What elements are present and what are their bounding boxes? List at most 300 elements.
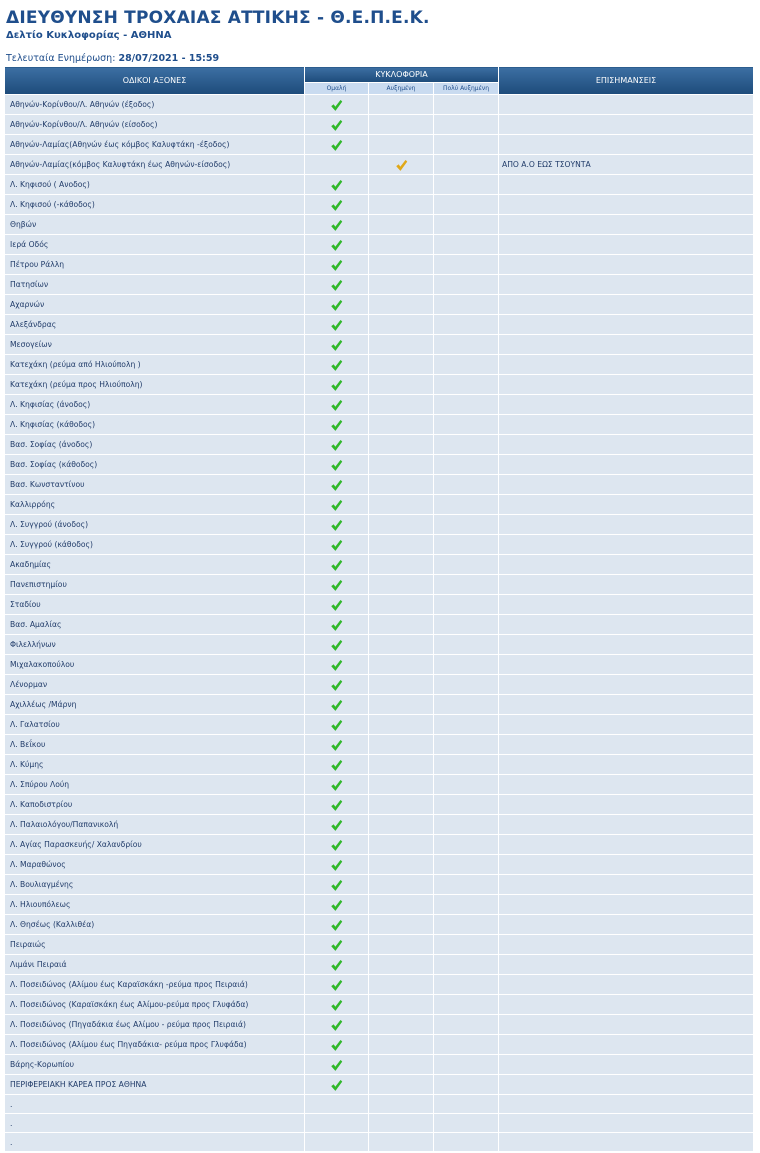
column-header-traffic: ΚΥΚΛΟΦΟΡΙΑ [305,67,499,83]
status-cell-increased [369,455,434,475]
status-cell-very-increased [434,795,499,815]
status-cell-smooth [305,695,369,715]
status-cell-smooth [305,615,369,635]
table-row [5,435,754,455]
checkmark-icon [330,519,343,532]
status-cell-very-increased [434,415,499,435]
status-cell-smooth [305,515,369,535]
status-cell-very-increased [434,175,499,195]
road-name: Μιχαλακοπούλου [5,655,305,675]
status-cell-smooth [305,415,369,435]
status-cell-increased [369,1095,434,1114]
checkmark-icon [330,959,343,972]
status-cell-very-increased [434,1095,499,1114]
status-cell-smooth [305,555,369,575]
status-cell-increased [369,355,434,375]
status-cell-very-increased [434,275,499,295]
status-cell-smooth [305,595,369,615]
status-cell-increased [369,415,434,435]
traffic-rows [5,95,754,1152]
table-row [5,455,754,475]
status-cell-very-increased [434,735,499,755]
note-cell [499,915,754,935]
status-cell-smooth [305,755,369,775]
table-row [5,115,754,135]
table-row [5,955,754,975]
status-cell-increased [369,515,434,535]
note-cell [499,1114,754,1133]
road-name: Λ. Βουλιαγμένης [5,875,305,895]
status-cell-very-increased [434,295,499,315]
note-cell [499,135,754,155]
table-row [5,695,754,715]
status-cell-very-increased [434,255,499,275]
road-name: Λ. Κύμης [5,755,305,775]
status-cell-smooth [305,855,369,875]
checkmark-icon [330,319,343,332]
status-cell-very-increased [434,615,499,635]
status-cell-very-increased [434,135,499,155]
status-cell-smooth [305,655,369,675]
table-row [5,155,754,175]
note-cell [499,95,754,115]
checkmark-icon [330,559,343,572]
status-cell-smooth [305,1133,369,1152]
status-cell-smooth [305,115,369,135]
status-cell-smooth [305,395,369,415]
status-cell-very-increased [434,895,499,915]
road-name: Αχιλλέως /Μάρνη [5,695,305,715]
status-cell-very-increased [434,695,499,715]
status-cell-increased [369,635,434,655]
note-cell [499,555,754,575]
checkmark-icon [330,419,343,432]
note-cell [499,775,754,795]
table-row [5,555,754,575]
checkmark-icon [330,139,343,152]
status-cell-smooth [305,895,369,915]
status-cell-increased [369,535,434,555]
checkmark-icon [330,999,343,1012]
status-cell-smooth [305,915,369,935]
status-cell-very-increased [434,815,499,835]
checkmark-icon [330,719,343,732]
checkmark-icon [330,439,343,452]
checkmark-icon [330,1079,343,1092]
road-name: . [5,1133,305,1152]
table-row [5,975,754,995]
note-cell [499,735,754,755]
road-name: Πανεπιστημίου [5,575,305,595]
status-cell-smooth [305,635,369,655]
table-row [5,1114,754,1133]
status-cell-increased [369,655,434,675]
status-cell-increased [369,375,434,395]
status-cell-increased [369,195,434,215]
status-cell-very-increased [434,475,499,495]
subheader-increased: Αυξημένη [369,83,434,95]
subheader-smooth: Ομαλή [305,83,369,95]
status-cell-increased [369,95,434,115]
road-name: Λ. Βεΐκου [5,735,305,755]
note-cell [499,1075,754,1095]
checkmark-icon [330,219,343,232]
status-cell-smooth [305,875,369,895]
table-row [5,835,754,855]
road-name: Ακαδημίας [5,555,305,575]
table-row [5,735,754,755]
status-cell-very-increased [434,995,499,1015]
note-cell [499,415,754,435]
table-row [5,775,754,795]
table-row [5,595,754,615]
status-cell-increased [369,955,434,975]
status-cell-increased [369,235,434,255]
road-name: Κατεχάκη (ρεύμα προς Ηλιούπολη) [5,375,305,395]
status-cell-increased [369,135,434,155]
note-cell [499,815,754,835]
last-update [6,53,219,64]
page-title: ΔΙΕΥΘΥΝΣΗ ΤΡΟΧΑΙΑΣ ΑΤΤΙΚΗΣ - Θ.Ε.Π.Ε.Κ. [6,8,430,28]
checkmark-icon [330,619,343,632]
checkmark-icon [330,339,343,352]
status-cell-very-increased [434,775,499,795]
status-cell-increased [369,935,434,955]
status-cell-very-increased [434,215,499,235]
table-row [5,755,754,775]
table-row [5,255,754,275]
road-name: Λ. Κηφισίας (κάθοδος) [5,415,305,435]
table-row [5,235,754,255]
note-cell [499,215,754,235]
road-name: Βασ. Κωνσταντίνου [5,475,305,495]
status-cell-very-increased [434,155,499,175]
status-cell-smooth [305,95,369,115]
status-cell-smooth [305,1015,369,1035]
status-cell-very-increased [434,1133,499,1152]
table-row [5,95,754,115]
status-cell-very-increased [434,915,499,935]
table-row [5,475,754,495]
status-cell-very-increased [434,555,499,575]
table-row [5,795,754,815]
status-cell-very-increased [434,1035,499,1055]
checkmark-icon [330,939,343,952]
status-cell-smooth [305,735,369,755]
status-cell-increased [369,795,434,815]
status-cell-very-increased [434,515,499,535]
status-cell-increased [369,595,434,615]
note-cell [499,1035,754,1055]
status-cell-increased [369,875,434,895]
status-cell-very-increased [434,235,499,255]
traffic-table [4,66,754,1152]
road-name: Πατησίων [5,275,305,295]
status-cell-increased [369,1114,434,1133]
status-cell-increased [369,1015,434,1035]
status-cell-increased [369,615,434,635]
note-cell [499,835,754,855]
road-name: Αθηνών-Κορίνθου/Λ. Αθηνών (είσοδος) [5,115,305,135]
checkmark-icon [330,539,343,552]
status-cell-very-increased [434,675,499,695]
road-name: Ιερά Οδός [5,235,305,255]
status-cell-increased [369,995,434,1015]
table-row [5,675,754,695]
checkmark-icon [330,199,343,212]
note-cell [499,1055,754,1075]
checkmark-icon [330,499,343,512]
status-cell-increased [369,815,434,835]
status-cell-increased [369,215,434,235]
status-cell-very-increased [434,95,499,115]
status-cell-very-increased [434,935,499,955]
note-cell [499,575,754,595]
road-name: Λ. Γαλατσίου [5,715,305,735]
note-cell [499,655,754,675]
checkmark-icon [330,679,343,692]
status-cell-smooth [305,835,369,855]
table-row [5,635,754,655]
table-row [5,195,754,215]
status-cell-very-increased [434,655,499,675]
road-name: Λ. Παλαιολόγου/Παπανικολή [5,815,305,835]
note-cell [499,195,754,215]
note-cell [499,695,754,715]
note-cell [499,235,754,255]
status-cell-smooth [305,435,369,455]
road-name: Θηβών [5,215,305,235]
checkmark-icon [330,359,343,372]
table-row [5,615,754,635]
status-cell-increased [369,115,434,135]
checkmark-icon [330,639,343,652]
status-cell-very-increased [434,595,499,615]
status-cell-increased [369,315,434,335]
note-cell [499,615,754,635]
status-cell-smooth [305,975,369,995]
status-cell-very-increased [434,955,499,975]
table-row [5,215,754,235]
table-row [5,1133,754,1152]
note-cell [499,635,754,655]
status-cell-increased [369,755,434,775]
status-cell-smooth [305,955,369,975]
note-cell [499,115,754,135]
checkmark-icon [330,599,343,612]
road-name: Αθηνών-Λαμίας(κόμβος Καλυφτάκη έως Αθηνών-είσοδος) [5,155,305,175]
status-cell-very-increased [434,1055,499,1075]
note-cell [499,315,754,335]
status-cell-smooth [305,235,369,255]
table-row [5,395,754,415]
checkmark-icon [330,879,343,892]
checkmark-icon [330,259,343,272]
road-name: Βασ. Σοφίας (άνοδος) [5,435,305,455]
status-cell-increased [369,255,434,275]
status-cell-smooth [305,215,369,235]
table-row [5,715,754,735]
status-cell-smooth [305,355,369,375]
status-cell-smooth [305,375,369,395]
status-cell-smooth [305,575,369,595]
road-name: Αλεξάνδρας [5,315,305,335]
column-header-roads: ΟΔΙΚΟΙ ΑΞΟΝΕΣ [5,67,305,95]
status-cell-very-increased [434,755,499,775]
note-cell [499,495,754,515]
table-row [5,315,754,335]
status-cell-increased [369,175,434,195]
note-cell: ΑΠΟ Α.Ο ΕΩΣ ΤΣΟΥΝΤΑ [499,155,754,175]
table-row [5,495,754,515]
checkmark-icon [330,119,343,132]
table-row [5,575,754,595]
road-name: Σταδίου [5,595,305,615]
checkmark-icon [330,279,343,292]
page-subtitle: Δελτίο Κυκλοφορίας - ΑΘΗΝΑ [6,30,172,41]
road-name: Αθηνών-Κορίνθου/Λ. Αθηνών (έξοδος) [5,95,305,115]
status-cell-increased [369,275,434,295]
table-row [5,815,754,835]
road-name: Βάρης-Κορωπίου [5,1055,305,1075]
status-cell-smooth [305,255,369,275]
table-row [5,295,754,315]
table-row [5,515,754,535]
status-cell-increased [369,1055,434,1075]
note-cell [499,795,754,815]
table-row [5,535,754,555]
checkmark-icon [330,759,343,772]
note-cell [499,935,754,955]
road-name: Λ. Μαραθώνος [5,855,305,875]
note-cell [499,175,754,195]
checkmark-icon [330,239,343,252]
status-cell-very-increased [434,435,499,455]
road-name: Λ. Θησέως (Καλλιθέα) [5,915,305,935]
status-cell-very-increased [434,315,499,335]
table-row [5,335,754,355]
status-cell-increased [369,495,434,515]
checkmark-icon [330,819,343,832]
note-cell [499,335,754,355]
status-cell-very-increased [434,115,499,135]
road-name: Λ. Καποδιστρίου [5,795,305,815]
status-cell-very-increased [434,1114,499,1133]
status-cell-smooth [305,775,369,795]
status-cell-smooth [305,135,369,155]
road-name: Βασ. Αμαλίας [5,615,305,635]
status-cell-increased [369,835,434,855]
status-cell-very-increased [434,875,499,895]
road-name: Λ. Κηφισίας (άνοδος) [5,395,305,415]
checkmark-icon [330,699,343,712]
road-name: Λ. Ποσειδώνος (Πηγαδάκια έως Αλίμου - ρεύμα προς Πειραιά) [5,1015,305,1035]
status-cell-very-increased [434,535,499,555]
checkmark-icon [330,1039,343,1052]
status-cell-smooth [305,155,369,175]
road-name: Λ. Ηλιουπόλεως [5,895,305,915]
note-cell [499,515,754,535]
status-cell-very-increased [434,635,499,655]
road-name: Λ. Σπύρου Λούη [5,775,305,795]
checkmark-icon [330,859,343,872]
road-name: Λ. Ποσειδώνος (Καραϊσκάκη έως Αλίμου-ρεύμα προς Γλυφάδα) [5,995,305,1015]
status-cell-very-increased [434,715,499,735]
note-cell [499,255,754,275]
note-cell [499,675,754,695]
status-cell-smooth [305,1075,369,1095]
table-row [5,1035,754,1055]
status-cell-increased [369,335,434,355]
table-row [5,935,754,955]
road-name: Αχαρνών [5,295,305,315]
status-cell-smooth [305,715,369,735]
status-cell-smooth [305,175,369,195]
status-cell-increased [369,295,434,315]
checkmark-icon [330,379,343,392]
status-cell-very-increased [434,975,499,995]
checkmark-icon [330,659,343,672]
table-row [5,135,754,155]
status-cell-increased [369,575,434,595]
status-cell-smooth [305,1114,369,1133]
status-cell-smooth [305,815,369,835]
status-cell-very-increased [434,855,499,875]
road-name: Λ. Κηφισού ( Ανοδος) [5,175,305,195]
status-cell-smooth [305,495,369,515]
table-row [5,1095,754,1114]
status-cell-increased [369,1075,434,1095]
status-cell-increased [369,475,434,495]
status-cell-smooth [305,795,369,815]
road-name: Κατεχάκη (ρεύμα από Ηλιούπολη ) [5,355,305,375]
note-cell [499,1015,754,1035]
status-cell-very-increased [434,1075,499,1095]
checkmark-icon [330,799,343,812]
status-cell-very-increased [434,195,499,215]
checkmark-icon [330,739,343,752]
status-cell-increased [369,675,434,695]
checkmark-icon [330,399,343,412]
checkmark-icon [330,899,343,912]
status-cell-smooth [305,935,369,955]
note-cell [499,955,754,975]
status-cell-smooth [305,195,369,215]
status-cell-very-increased [434,455,499,475]
checkmark-icon [330,179,343,192]
status-cell-smooth [305,335,369,355]
table-row [5,655,754,675]
last-update-label: Τελευταία Ενημέρωση: [6,53,116,64]
road-name: Λιμάνι Πειραιά [5,955,305,975]
table-row [5,875,754,895]
note-cell [499,755,754,775]
status-cell-increased [369,895,434,915]
checkmark-icon [330,839,343,852]
note-cell [499,275,754,295]
table-row [5,175,754,195]
subheader-very-increased: Πολύ Αυξημένη [434,83,499,95]
note-cell [499,1095,754,1114]
status-cell-smooth [305,1035,369,1055]
note-cell [499,455,754,475]
checkmark-icon [330,99,343,112]
road-name: Βασ. Σοφίας (κάθοδος) [5,455,305,475]
note-cell [499,975,754,995]
road-name: Λ. Αγίας Παρασκευής/ Χαλανδρίου [5,835,305,855]
status-cell-smooth [305,675,369,695]
road-name: ΠΕΡΙΦΕΡΕΙΑΚΗ ΚΑΡΕΑ ΠΡΟΣ ΑΘΗΝΑ [5,1075,305,1095]
